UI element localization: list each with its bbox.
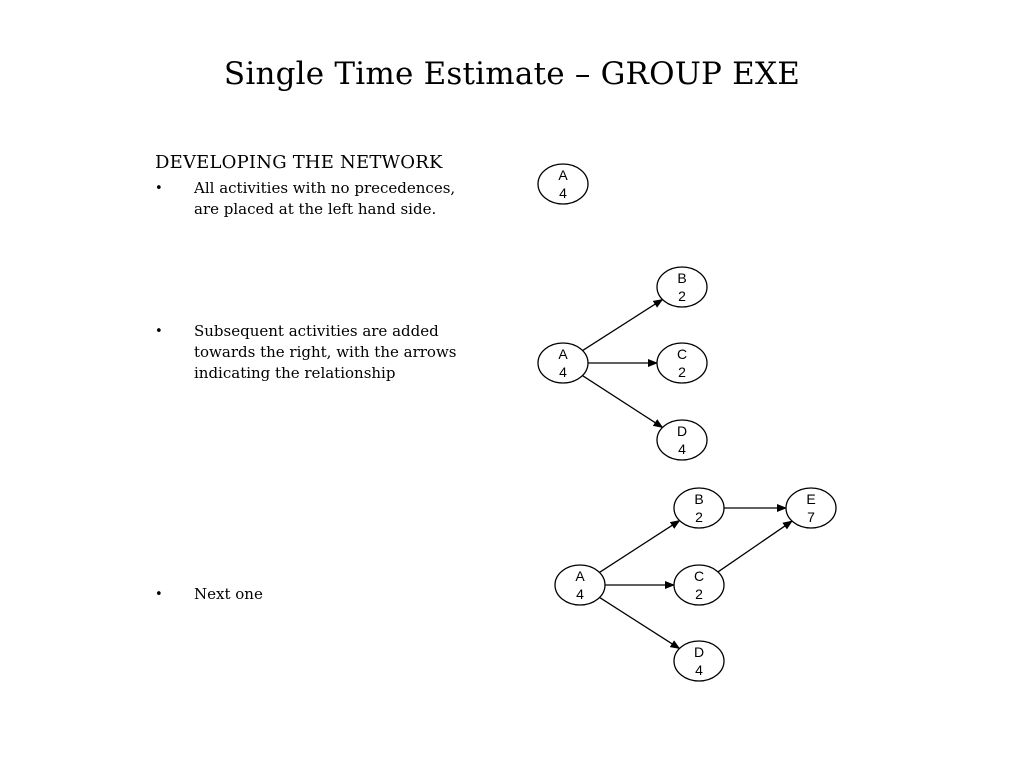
node-duration: 2 xyxy=(678,288,686,304)
node-name: E xyxy=(806,491,816,507)
node-name: B xyxy=(694,491,704,507)
node-duration: 4 xyxy=(576,586,584,602)
arrow-a-to-d xyxy=(582,376,662,428)
arrow-a-to-d xyxy=(600,597,680,648)
node-duration: 2 xyxy=(695,586,703,602)
arrow-a-to-b xyxy=(599,521,679,573)
bullet-text: Subsequent activities are added towards the right, with the arrows indicating the relationship xyxy=(194,322,457,382)
slide-title: Single Time Estimate – GROUP EXE xyxy=(223,56,801,92)
bullet-dot-icon: • xyxy=(155,181,163,196)
node-name: D xyxy=(693,644,705,660)
activity-node-e xyxy=(786,488,836,528)
node-name: A xyxy=(575,568,585,584)
section-heading: DEVELOPING THE NETWORK xyxy=(155,152,443,173)
arrow-c-to-e xyxy=(718,521,792,572)
bullet-text: Next one xyxy=(194,585,263,603)
node-name: D xyxy=(676,423,688,439)
network-diagram-2 xyxy=(538,267,707,460)
node-name: C xyxy=(676,346,688,362)
arrow-a-to-b xyxy=(583,299,663,350)
activity-node-b xyxy=(674,488,724,528)
network-diagram-3 xyxy=(555,488,836,681)
node-duration: 4 xyxy=(695,662,703,678)
bullet-dot-icon: • xyxy=(155,587,163,602)
activity-node-b xyxy=(657,267,707,307)
node-name: C xyxy=(693,568,705,584)
activity-node-c xyxy=(674,565,724,605)
node-duration: 7 xyxy=(807,509,815,525)
node-duration: 2 xyxy=(695,509,703,525)
activity-node-a xyxy=(538,343,588,383)
activity-node-d xyxy=(657,420,707,460)
node-name: A xyxy=(558,167,568,183)
node-name: B xyxy=(677,270,687,286)
node-duration: 4 xyxy=(678,441,686,457)
activity-node-a xyxy=(538,164,588,204)
node-duration: 4 xyxy=(559,364,567,380)
activity-node-d xyxy=(674,641,724,681)
bullet-text: All activities with no precedences, are placed at the left hand side. xyxy=(194,179,456,218)
activity-node-c xyxy=(657,343,707,383)
node-name: A xyxy=(558,346,568,362)
node-duration: 2 xyxy=(678,364,686,380)
network-diagram-1 xyxy=(538,164,588,204)
node-duration: 4 xyxy=(559,185,567,201)
activity-node-a xyxy=(555,565,605,605)
bullet-dot-icon: • xyxy=(155,324,163,339)
